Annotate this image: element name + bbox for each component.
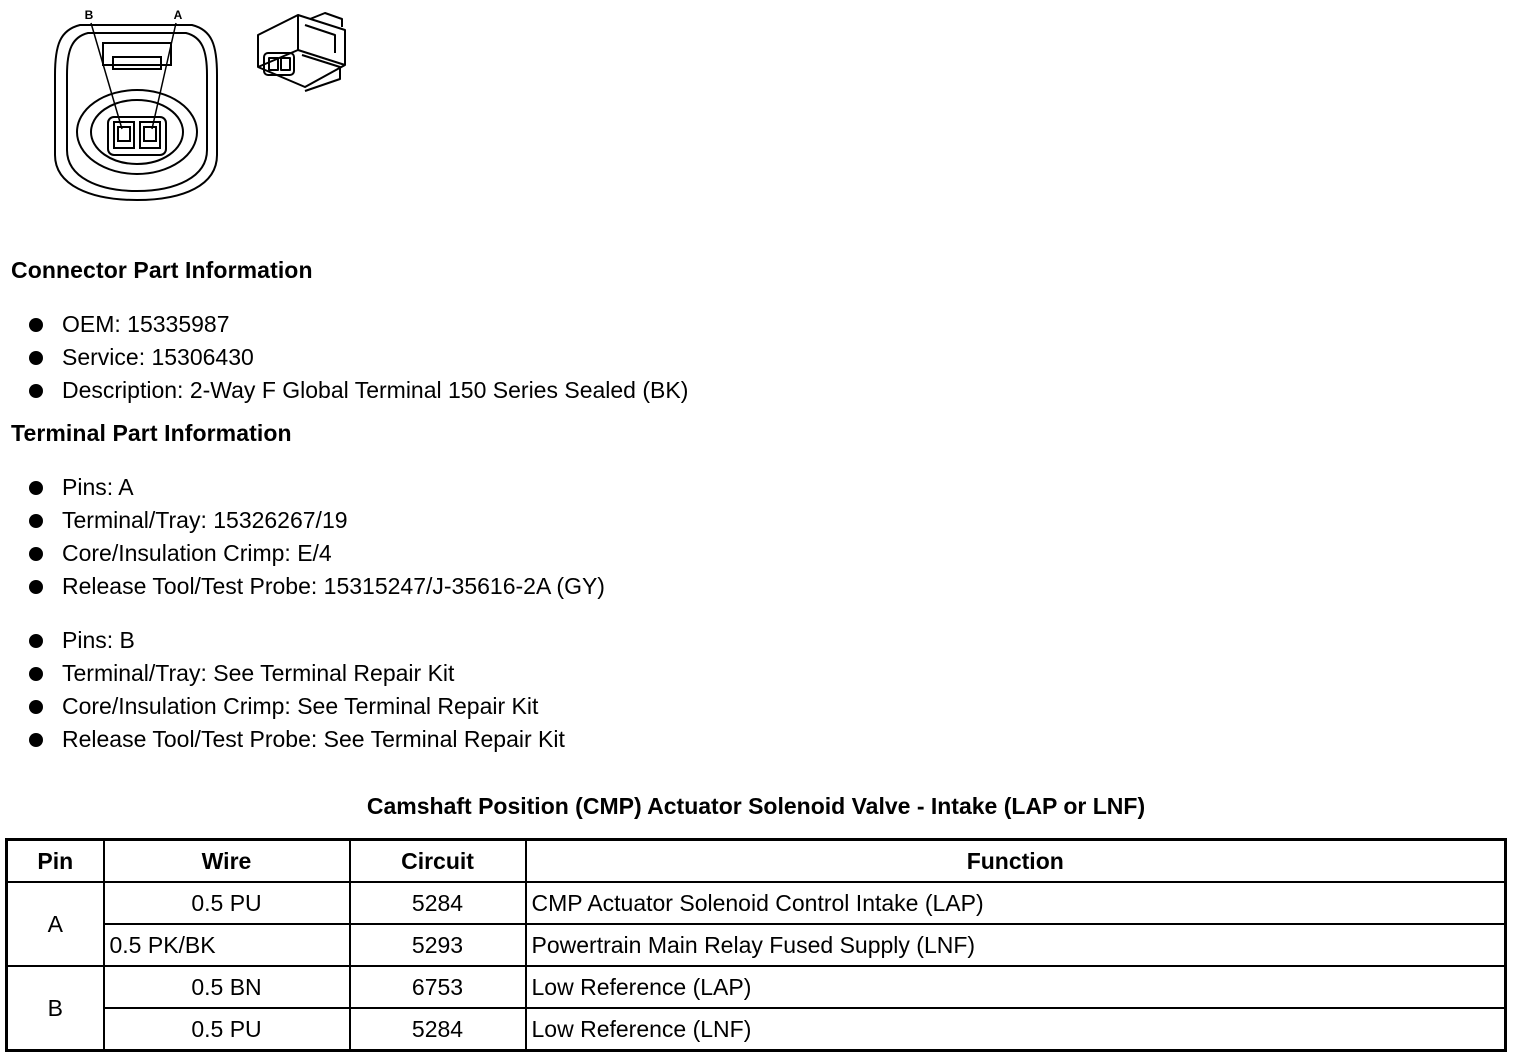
list-item: Service: 15306430: [28, 341, 688, 374]
header-wire: Wire: [104, 840, 350, 883]
list-item: Pins: B: [28, 624, 565, 657]
pin-label-a: A: [173, 8, 183, 22]
list-item: Core/Insulation Crimp: E/4: [28, 537, 605, 570]
table-row: [7, 1008, 1506, 1051]
terminal-part-list-pin-b: [28, 624, 565, 756]
wire-cell: 0.5 PK/BK: [104, 924, 350, 966]
table-caption: Camshaft Position (CMP) Actuator Solenoid Valve - Intake (LAP or LNF): [366, 793, 1146, 819]
circuit-cell: 5293: [350, 924, 526, 966]
circuit-cell: 5284: [350, 1008, 526, 1051]
terminal-part-list-pin-a: [28, 471, 605, 603]
connector-part-list: [28, 308, 688, 407]
wire-cell: 0.5 PU: [104, 1008, 350, 1051]
bullet-icon: [29, 634, 43, 648]
connector-part-heading: Connector Part Information: [11, 257, 313, 283]
circuit-cell: 6753: [350, 966, 526, 1008]
pin-cell: A: [7, 882, 104, 966]
list-item: Terminal/Tray: 15326267/19: [28, 504, 605, 537]
function-cell: Low Reference (LAP): [526, 966, 1506, 1008]
wire-cell: 0.5 PU: [104, 882, 350, 924]
bullet-icon: [29, 318, 43, 332]
bullet-icon: [29, 547, 43, 561]
pinout-table: [5, 838, 1507, 1052]
list-item: Description: 2-Way F Global Terminal 150 Series Sealed (BK): [28, 374, 688, 407]
terminal-part-heading: Terminal Part Information: [11, 420, 292, 446]
function-cell: Powertrain Main Relay Fused Supply (LNF): [526, 924, 1506, 966]
header-pin: Pin: [7, 840, 104, 883]
pin-label-b: B: [84, 8, 94, 22]
bullet-icon: [29, 514, 43, 528]
pin-cell: B: [7, 966, 104, 1051]
bullet-icon: [29, 351, 43, 365]
table-row: [7, 924, 1506, 966]
list-item: Pins: A: [28, 471, 605, 504]
list-item: Release Tool/Test Probe: 15315247/J-35616-2A (GY): [28, 570, 605, 603]
circuit-cell: 5284: [350, 882, 526, 924]
connector-face-diagram: [50, 5, 225, 205]
list-item: Core/Insulation Crimp: See Terminal Repair Kit: [28, 690, 565, 723]
bullet-icon: [29, 384, 43, 398]
table-row: [7, 966, 1506, 1008]
function-cell: Low Reference (LNF): [526, 1008, 1506, 1051]
connector-isometric-icon: [250, 5, 360, 100]
header-circuit: Circuit: [350, 840, 526, 883]
table-header-row: [7, 840, 1506, 883]
header-function: Function: [526, 840, 1506, 883]
list-item: OEM: 15335987: [28, 308, 688, 341]
bullet-icon: [29, 580, 43, 594]
bullet-icon: [29, 700, 43, 714]
bullet-icon: [29, 733, 43, 747]
bullet-icon: [29, 667, 43, 681]
list-item: Release Tool/Test Probe: See Terminal Repair Kit: [28, 723, 565, 756]
list-item: Terminal/Tray: See Terminal Repair Kit: [28, 657, 565, 690]
function-cell: CMP Actuator Solenoid Control Intake (LAP): [526, 882, 1506, 924]
bullet-icon: [29, 481, 43, 495]
wire-cell: 0.5 BN: [104, 966, 350, 1008]
table-row: [7, 882, 1506, 924]
